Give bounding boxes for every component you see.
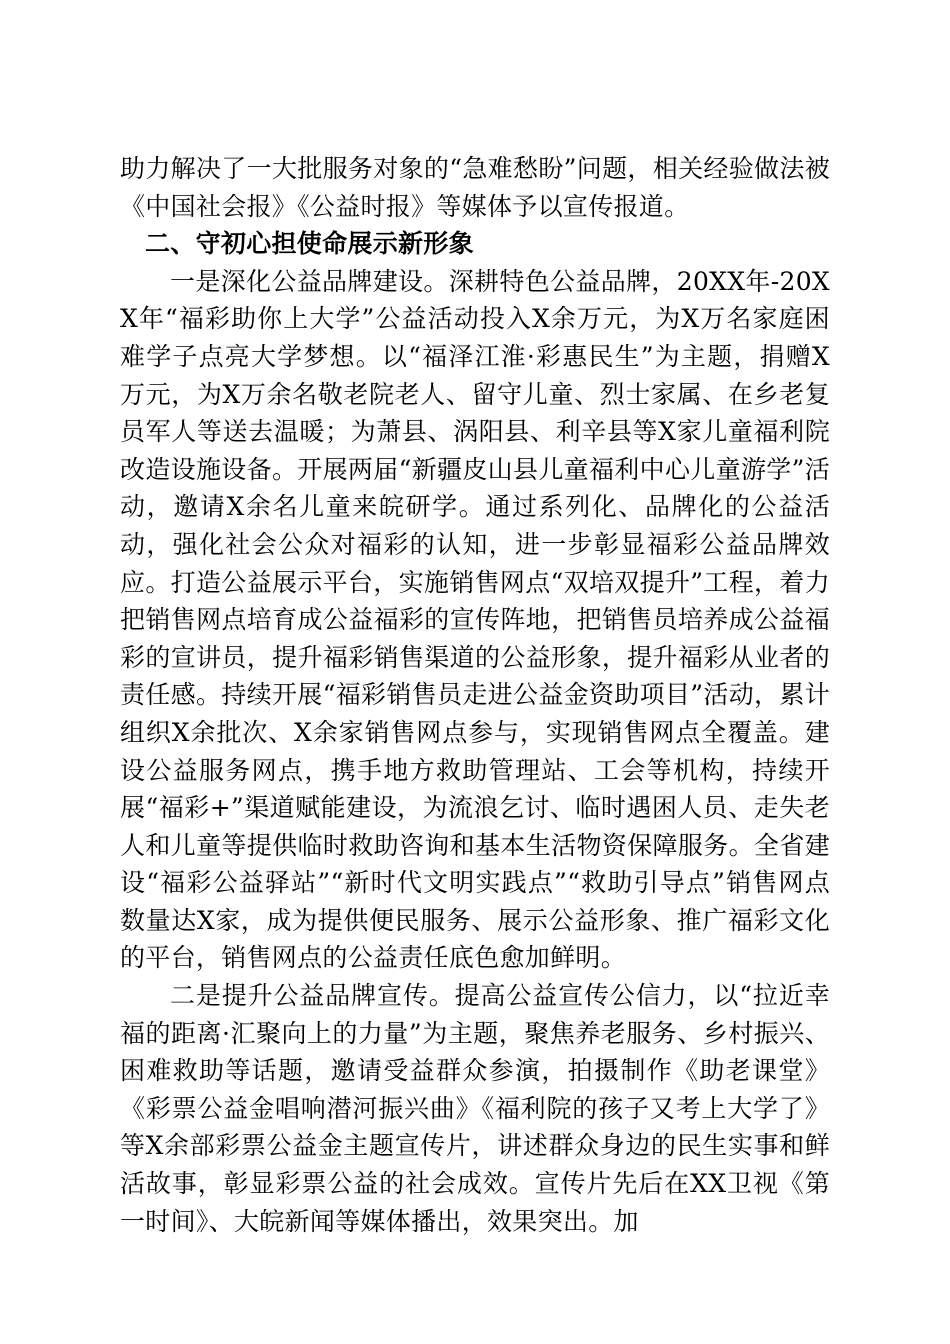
- body-paragraph-brand-building: 一是深化公益品牌建设。深耕特色公益品牌，20XX年-20XX年“福彩助你上大学”公益活动投入X余万元，为X万名家庭困难学子点亮大学梦想。以“福泽江淮·彩惠民生”为主题，捐赠X万元，为X万余名敬老院老人、留守儿童、烈士家属、在乡老复员军人等送去温暖；为萧县、涡阳县、利辛县等X家儿童福利院改造设施设备。开展两届“新疆皮山县儿童福利中心儿童游学”活动，邀请X余名儿童来皖研学。通过系列化、品牌化的公益活动，强化社会公众对福彩的认知，进一步彰显福彩公益品牌效应。打造公益展示平台，实施销售网点“双培双提升”工程，着力把销售网点培育成公益福彩的宣传阵地，把销售员培养成公益福彩的宣讲员，提升福彩销售渠道的公益形象，提升福彩从业者的责任感。持续开展“福彩销售员走进公益金资助项目”活动，累计组织X余批次、X余家销售网点参与，实现销售网点全覆盖。建设公益服务网点，携手地方救助管理站、工会等机构，持续开展“福彩+”渠道赋能建设，为流浪乞讨、临时遇困人员、走失老人和儿童等提供临时救助咨询和基本生活物资保障服务。全省建设“福彩公益驿站”“新时代文明实践点”“救助引导点”销售网点数量达X家，成为提供便民服务、展示公益形象、推广福彩文化的平台，销售网点的公益责任底色愈加鲜明。: [120, 266, 830, 973]
- continuation-paragraph: 助力解决了一大批服务对象的“急难愁盼”问题，相关经验做法被《中国社会报》《公益时报》等媒体予以宣传报道。: [120, 154, 830, 221]
- body-paragraph-brand-publicity: 二是提升公益品牌宣传。提高公益宣传公信力，以“拉近幸福的距离·汇聚向上的力量”为主题，聚焦养老服务、乡村振兴、困难救助等话题，邀请受益群众参演，拍摄制作《助老课堂》《彩票公益金唱响潜河振兴曲》《福利院的孩子又考上大学了》等X余部彩票公益金主题宣传片，讲述群众身边的民生实事和鲜活故事，彰显彩票公益的社会成效。宣传片先后在XX卫视《第一时间》、大皖新闻等媒体播出，效果突出。加: [120, 981, 830, 1236]
- section-heading: 二、守初心担使命展示新形象: [145, 229, 474, 259]
- document-page: [120, 150, 830, 1240]
